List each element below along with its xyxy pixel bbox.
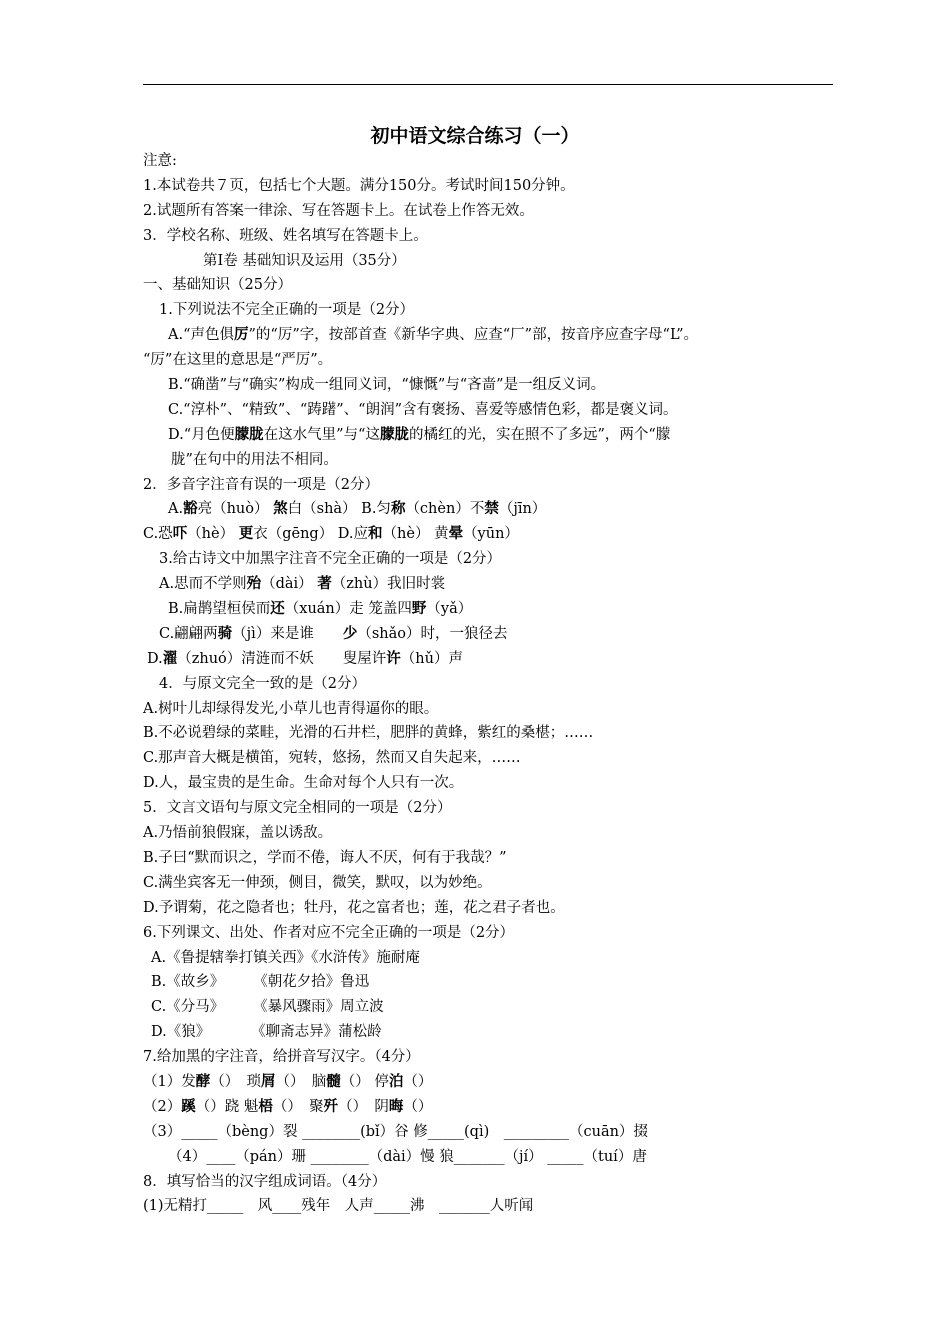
text-line: C.满坐宾客无一伸颈，侧目，微笑，默叹，以为妙绝。 — [143, 874, 492, 891]
text-line: 5．文言文语句与原文完全相同的一项是（2分） — [143, 800, 452, 817]
text-line: D.濯（zhuó）清涟而不妖 叟屋许许（hǔ）声 — [147, 649, 463, 667]
text-line: 3．学校名称、班级、姓名填写在答题卡上。 — [143, 227, 428, 244]
text-line: 3.给古诗文中加黑字注音不完全正确的一项是（2分） — [159, 551, 502, 568]
text-line: 6.下列课文、出处、作者对应不完全正确的一项是（2分） — [143, 924, 515, 941]
text-line: （2）蹊（）跷 魁梧（） 聚歼（） 阴晦（） — [143, 1097, 433, 1115]
text-line: 胧”在句中的用法不相同。 — [171, 451, 338, 468]
text-line: D.予谓菊，花之隐者也；牡丹，花之富者也；莲，花之君子者也。 — [143, 899, 565, 916]
text-line: A.思而不学则殆（dài） 著（zhù）我旧时裳 — [159, 575, 446, 593]
text-line: 注意: — [143, 153, 177, 169]
text-line: 1.下列说法不完全正确的一项是（2分） — [159, 302, 415, 319]
text-line: D.“月色便朦胧在这水气里”与“这朦胧的橘红的光，实在照不了多远”，两个“朦 — [168, 425, 671, 443]
text-line: 2．多音字注音有误的一项是（2分） — [143, 476, 379, 493]
page-title: 初中语文综合练习（一） — [370, 125, 580, 147]
text-line: A.乃悟前狼假寐，盖以诱敌。 — [143, 825, 333, 842]
text-line: 第Ⅰ卷 基础知识及运用（35分） — [203, 252, 406, 269]
text-line: （4）____（pán）珊 ________（dài）慢 狼_______（jí） _____（tuí）唐 — [168, 1148, 647, 1165]
text-line: 7.给加黑的字注音，给拼音写汉字。（4分） — [143, 1049, 420, 1066]
header-rule — [143, 84, 833, 85]
text-line: C.“淳朴”、“精致”、“踌躇”、“朗润”含有褒扬、喜爱等感情色彩，都是褒义词。 — [168, 401, 678, 418]
text-line: C.恐吓（hè） 更衣（gēng） D.应和（hè） 黄晕（yūn） — [143, 525, 519, 543]
text-line: C.《分马》 《暴风骤雨》周立波 — [151, 999, 384, 1016]
text-line: B.不必说碧绿的菜畦，光滑的石井栏，肥胖的黄蜂，紫红的桑椹；…… — [143, 725, 594, 742]
exam-body — [143, 149, 843, 1219]
text-line: A.树叶儿却绿得发光,小草儿也青得逼你的眼。 — [143, 700, 439, 717]
text-line: 2.试题所有答案一律涂、写在答题卡上。在试卷上作答无效。 — [143, 202, 534, 219]
text-line: 4．与原文完全一致的是（2分） — [159, 675, 366, 692]
text-line: A.豁亮（huò） 煞白（shà） B.匀称（chèn）不禁（jīn） — [168, 500, 547, 518]
text-line: (1)无精打_____ 风____残年 人声_____沸 _______人听闻 — [143, 1198, 534, 1215]
text-line: 8．填写恰当的汉字组成词语。（4分） — [143, 1173, 387, 1190]
text-line: D.《狼》 《聊斋志异》蒲松龄 — [151, 1024, 382, 1041]
text-line: A.《鲁提辖拳打镇关西》《水浒传》施耐庵 — [151, 949, 420, 966]
text-line: B.子曰“默而识之，学而不倦，诲人不厌，何有于我哉？” — [143, 849, 507, 866]
text-line: 一、基础知识（25分） — [143, 277, 292, 294]
text-line: A.“声色俱厉”的“厉”字，按部首查《新华字典、应查“厂”部，按音序应查字母“L”。 — [168, 326, 699, 344]
text-line: （1）发酵（） 琐屑（） 脑髓（） 停泊（） — [143, 1072, 433, 1090]
text-line: （3）_____（bèng）裂 ________(bǐ）谷 修_____(qì) _________（cuān）掇 — [143, 1123, 648, 1140]
text-line: B.扁鹊望桓侯而还（xuán）走 笼盖四野（yǎ） — [168, 600, 473, 618]
text-line: B.《故乡》 《朝花夕拾》鲁迅 — [151, 974, 370, 991]
text-line: B.“确凿”与“确实”构成一组同义词，“慷慨”与“吝啬”是一组反义词。 — [168, 377, 606, 394]
text-line: C.那声音大概是横笛，宛转，悠扬，然而又自失起来，…… — [143, 750, 521, 767]
text-line: “厉”在这里的意思是“严厉”。 — [143, 352, 333, 369]
text-line: C.翩翩两骑（jì）来是谁 少（shǎo）时，一狼径去 — [159, 624, 508, 642]
text-line: D.人，最宝贵的是生命。生命对每个人只有一次。 — [143, 775, 464, 792]
text-line: 1.本试卷共７页，包括七个大题。满分150分。考试时间150分钟。 — [143, 177, 575, 194]
